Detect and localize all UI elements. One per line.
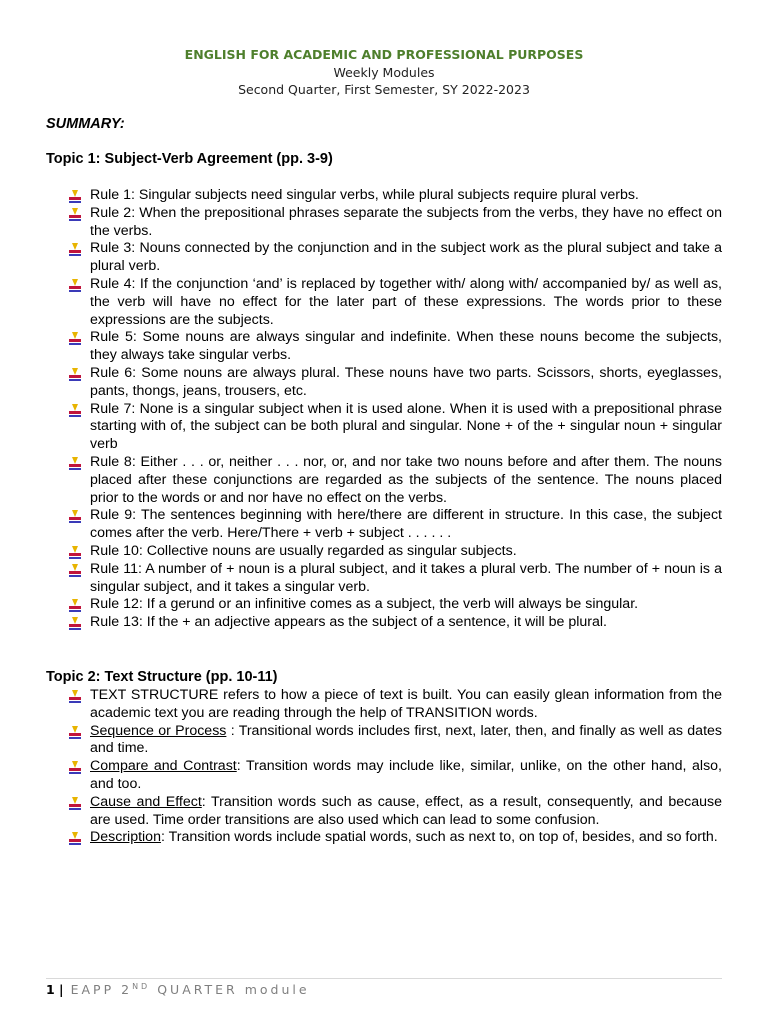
rule-item: Rule 7: None is a singular subject when it is used alone. When it is used with a prepositional phrase starting with of, the subject can be both plural and singular. None + of the + singular noun + singular verb <box>68 401 722 454</box>
rule-item: Rule 5: Some nouns are always singular and indefinite. When these nouns become the subjects, they always take singular verbs. <box>68 329 722 365</box>
footer-text: EAPP 2 <box>70 982 133 998</box>
footer-text-after: QUARTER module <box>157 982 310 998</box>
bullet-icon <box>68 546 82 559</box>
bullet-icon <box>68 279 82 292</box>
text-structure-item: Compare and Contrast: Transition words may include like, similar, unlike, on the other hand, also, and too. <box>68 758 722 794</box>
bullet-icon <box>68 617 82 630</box>
rule-item: Rule 8: Either . . . or, neither . . . nor, or, and nor take two nouns before and after them. The nouns placed after these conjunctions are regarded as the subjects of the sentence. The nouns placed prior to the words or and nor have no effect on the verbs. <box>68 454 722 507</box>
bullet-icon <box>68 510 82 523</box>
bullet-icon <box>68 457 82 470</box>
text-structure-item: Cause and Effect: Transition words such as cause, effect, as a result, consequently, and because are used. Time order transitions are also used which can lead to some confusion. <box>68 794 722 830</box>
rule-item: Rule 10: Collective nouns are usually regarded as singular subjects. <box>68 543 722 561</box>
structure-term: Compare and Contrast <box>90 758 237 775</box>
text-structure-item: TEXT STRUCTURE refers to how a piece of text is built. You can easily glean information from the academic text you are reading through the help of TRANSITION words. <box>68 687 722 723</box>
bullet-icon <box>68 208 82 221</box>
topic2-item-list <box>68 687 722 847</box>
rule-item: Rule 11: A number of + noun is a plural subject, and it takes a plural verb. The number of + noun is a singular subject, and it takes a singular verb. <box>68 561 722 597</box>
rule-item: Rule 9: The sentences beginning with here/there are different in structure. In this case, the subject comes after the verb. Here/There + verb + subject . . . . . . <box>68 507 722 543</box>
bullet-icon <box>68 599 82 612</box>
document-subtitle: Weekly Modules <box>333 65 435 80</box>
topic1-title: Topic 1: Subject-Verb Agreement (pp. 3-9) <box>46 151 333 167</box>
topic1-rule-list <box>68 187 722 632</box>
rule-item: Rule 4: If the conjunction ‘and’ is replaced by together with/ along with/ accompanied by/ as well as, the verb will have no effect for the later part of these expressions. The words prior to these expressions are the subjects. <box>68 276 722 329</box>
bullet-icon <box>68 332 82 345</box>
rule-item: Rule 3: Nouns connected by the conjunction and in the subject work as the plural subject and take a plural verb. <box>68 240 722 276</box>
bullet-icon <box>68 368 82 381</box>
bullet-icon <box>68 797 82 810</box>
bullet-icon <box>68 564 82 577</box>
rule-item: Rule 12: If a gerund or an infinitive comes as a subject, the verb will always be singular. <box>68 596 722 614</box>
page-number: 1 | <box>46 982 64 998</box>
structure-term: Sequence or Process <box>90 722 227 739</box>
structure-term: Description <box>90 829 161 846</box>
document-header <box>0 46 768 98</box>
footer-divider <box>46 978 722 979</box>
topic2-title: Topic 2: Text Structure (pp. 10-11) <box>46 669 278 685</box>
page-footer <box>46 982 310 997</box>
document-term: Second Quarter, First Semester, SY 2022-2023 <box>238 82 530 97</box>
footer-superscript: ND <box>132 982 151 991</box>
document-title: ENGLISH FOR ACADEMIC AND PROFESSIONAL PURPOSES <box>184 47 584 62</box>
bullet-icon <box>68 761 82 774</box>
bullet-icon <box>68 190 82 203</box>
rule-item: Rule 1: Singular subjects need singular verbs, while plural subjects require plural verbs. <box>68 187 722 205</box>
bullet-icon <box>68 243 82 256</box>
rule-item: Rule 13: If the + an adjective appears as the subject of a sentence, it will be plural. <box>68 614 722 632</box>
rule-item: Rule 2: When the prepositional phrases separate the subjects from the verbs, they have no effect on the verbs. <box>68 205 722 241</box>
summary-heading: SUMMARY: <box>46 116 125 132</box>
text-structure-item: Description: Transition words include spatial words, such as next to, on top of, besides, and so forth. <box>68 829 722 847</box>
structure-term: Cause and Effect <box>90 793 202 810</box>
bullet-icon <box>68 832 82 845</box>
text-structure-item: Sequence or Process : Transitional words includes first, next, later, then, and finally as well as dates and time. <box>68 723 722 759</box>
bullet-icon <box>68 726 82 739</box>
rule-item: Rule 6: Some nouns are always plural. These nouns have two parts. Scissors, shorts, eyeglasses, pants, thongs, jeans, trousers, etc. <box>68 365 722 401</box>
bullet-icon <box>68 690 82 703</box>
bullet-icon <box>68 404 82 417</box>
